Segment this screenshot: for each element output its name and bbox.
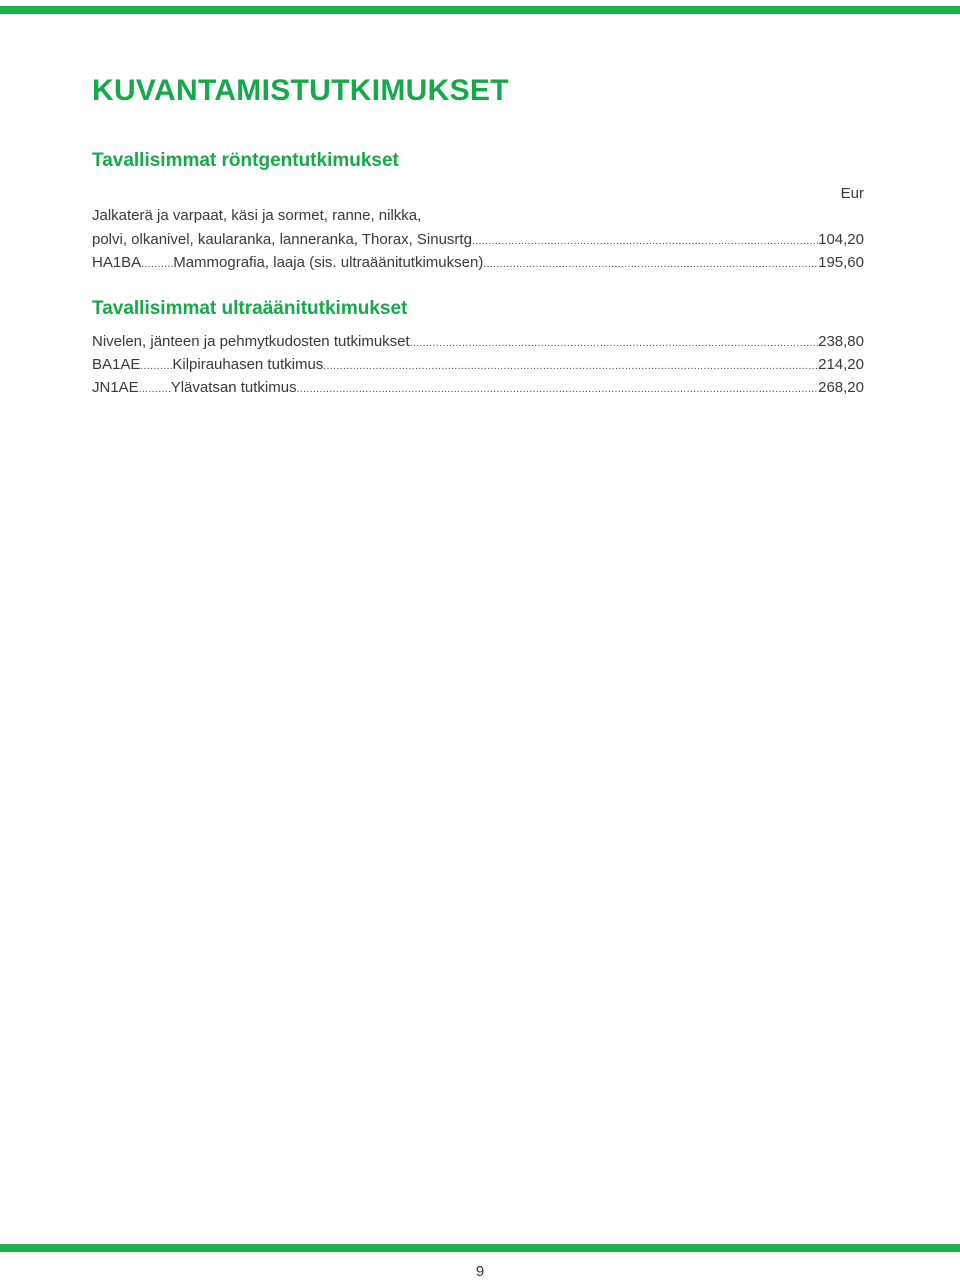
page-number: 9 [475,1263,485,1280]
item-description: Ylävatsan tutkimus [170,379,297,396]
dot-leader [140,355,172,377]
dot-leader [297,378,819,400]
price-item-abdomen-ultrasound [92,378,864,400]
item-price: 238,80 [818,333,864,350]
section-heading-xray: Tavallisimmat röntgentutkimukset [92,150,399,171]
dot-leader [323,355,818,377]
dot-leader [483,253,818,275]
item-code: BA1AE [92,356,141,373]
price-item-thyroid-ultrasound [92,355,864,377]
price-item-mammography [92,253,864,275]
dot-leader [472,230,818,252]
page-title: KUVANTAMISTUTKIMUKSET [92,74,509,107]
item-description: Nivelen, jänteen ja pehmytkudosten tutkimukset [92,333,410,350]
currency-label: Eur [840,185,864,202]
item-price: 104,20 [818,231,864,248]
price-item-xray-basic-line1 [92,206,864,226]
dot-leader [141,253,173,275]
price-item-joint-ultrasound [92,332,864,354]
item-description: Jalkaterä ja varpaat, käsi ja sormet, ranne, nilkka, [92,207,422,224]
item-price: 195,60 [818,254,864,271]
section-heading-ultrasound: Tavallisimmat ultraäänitutkimukset [92,298,408,319]
item-code: HA1BA [92,254,142,271]
dot-leader [410,332,818,354]
bottom-accent-bar [0,1244,960,1252]
item-code: JN1AE [92,379,139,396]
dot-leader [139,378,171,400]
price-item-xray-basic [92,230,864,252]
item-price: 268,20 [818,379,864,396]
item-price: 214,20 [818,356,864,373]
top-accent-bar [0,6,960,14]
item-description: Kilpirauhasen tutkimus [172,356,324,373]
item-description: polvi, olkanivel, kaularanka, lanneranka, Thorax, Sinusrtg [92,231,472,248]
item-description: Mammografia, laaja (sis. ultraäänitutkimuksen) [173,254,484,271]
